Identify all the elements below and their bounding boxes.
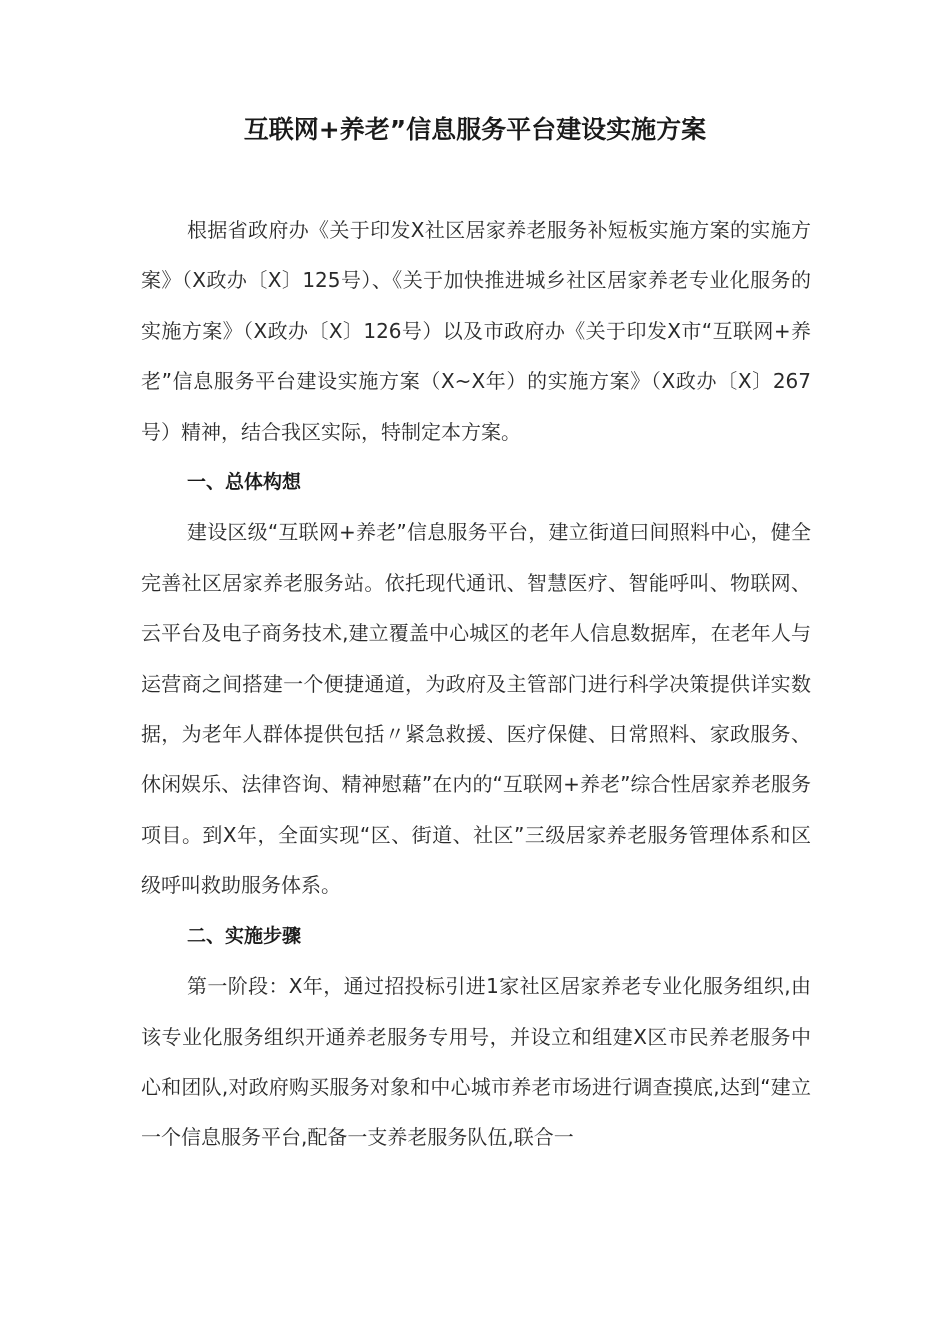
section-heading-overall-concept: 一、总体构想 [187, 471, 302, 494]
overall-concept-paragraph: 建设区级“互联网+养老”信息服务平台，建立街道曰间照料中心，健全完善社区居家养老服务站。依托现代通讯、智慧医疗、智能呼叫、物联网、云平台及电子商务技术,建立覆盖中心城区的老年人信息数据库，在老年人与运营商之间搭建一个便捷通道，为政府及主管部门进行科学决策提供详实数据，为老年人群体提供包括〃紧急救援、医疗保健、日常照料、家政服务、休闲娱乐、法律咨询、精神慰藉”在内的“互联网+养老”综合性居家养老服务项目。到X年，全面实现“区、街道、社区”三级居家养老服务管理体系和区级呼叫救助服务体系。 [141, 520, 811, 898]
document-body [141, 205, 811, 1163]
section-heading-implementation-steps: 二、实施步骤 [187, 924, 302, 947]
intro-paragraph: 根据省政府办《关于印发X社区居家养老服务补短板实施方案的实施方案》（X政办〔X〕125号）、《关于加快推进城乡社区居家养老专业化服务的实施方案》（X政办〔X〕126号）以及市政府办《关于印发X市“互联网+养老”信息服务平台建设实施方案（X~X年）的实施方案》（X政办〔X〕267号）精神，结合我区实际，特制定本方案。 [141, 218, 811, 444]
document-title: 互联网+养老”信息服务平台建设实施方案 [243, 115, 707, 144]
implementation-steps-paragraph: 第一阶段：X年，通过招投标引进1家社区居家养老专业化服务组织,由该专业化服务组织开通养老服务专用号，并设立和组建X区市民养老服务中心和团队,对政府购买服务对象和中心城市养老市场进行调查摸底,达到“建立一个信息服务平台,配备一支养老服务队伍,联合一 [141, 974, 811, 1150]
